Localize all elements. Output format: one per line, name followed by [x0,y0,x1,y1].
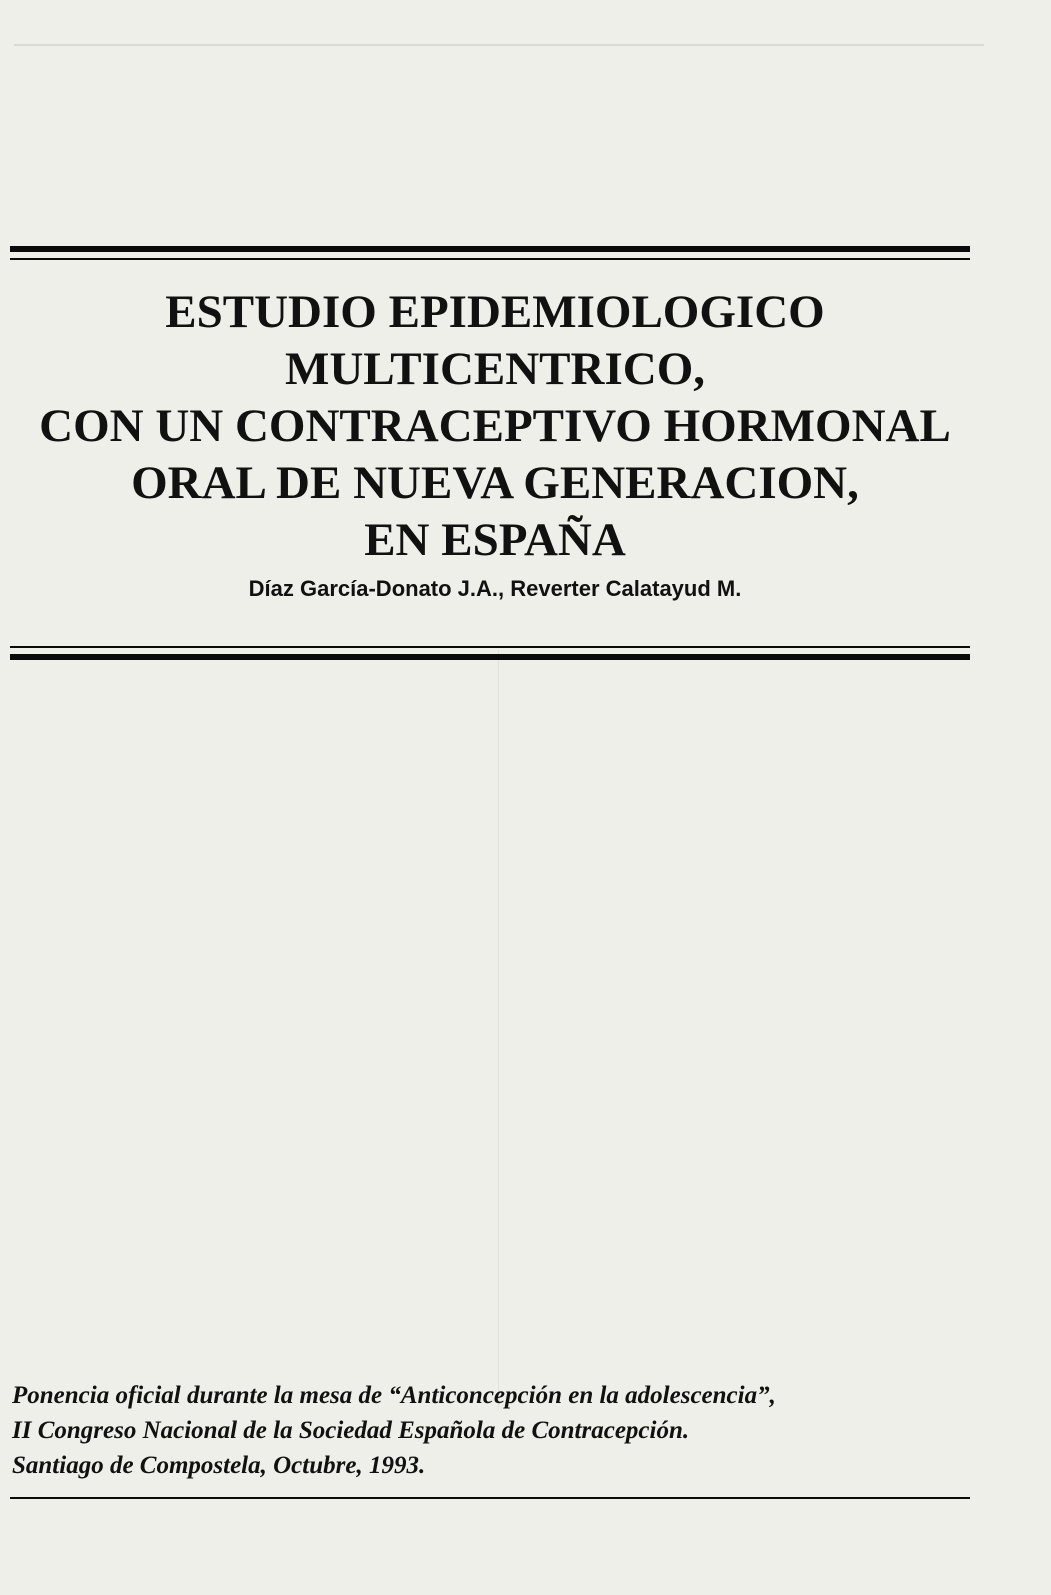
title-line: CON UN CONTRACEPTIVO HORMONAL [39,400,951,452]
top-heavy-rule [10,246,970,252]
middle-heavy-rule [10,654,970,660]
middle-thin-rule [10,646,970,648]
bottom-rule [10,1497,970,1499]
article-title [0,284,990,569]
top-thin-rule [10,258,970,260]
presentation-note [12,1378,1002,1483]
title-line: ESTUDIO EPIDEMIOLOGICO [165,286,825,338]
note-line: Santiago de Compostela, Octubre, 1993. [12,1452,426,1479]
authors-line: Díaz García-Donato J.A., Reverter Calatayud M. [248,576,742,601]
ghost-rule [14,44,984,46]
title-line: ORAL DE NUEVA GENERACION, [131,457,859,509]
ghost-column-divider [498,650,499,1410]
title-line: MULTICENTRICO, [284,343,706,395]
title-line: EN ESPAÑA [364,514,626,566]
note-line: II Congreso Nacional de la Sociedad Española de Contracepción. [12,1417,690,1444]
note-line: Ponencia oficial durante la mesa de “Anticoncepción en la adolescencia”, [12,1382,776,1409]
